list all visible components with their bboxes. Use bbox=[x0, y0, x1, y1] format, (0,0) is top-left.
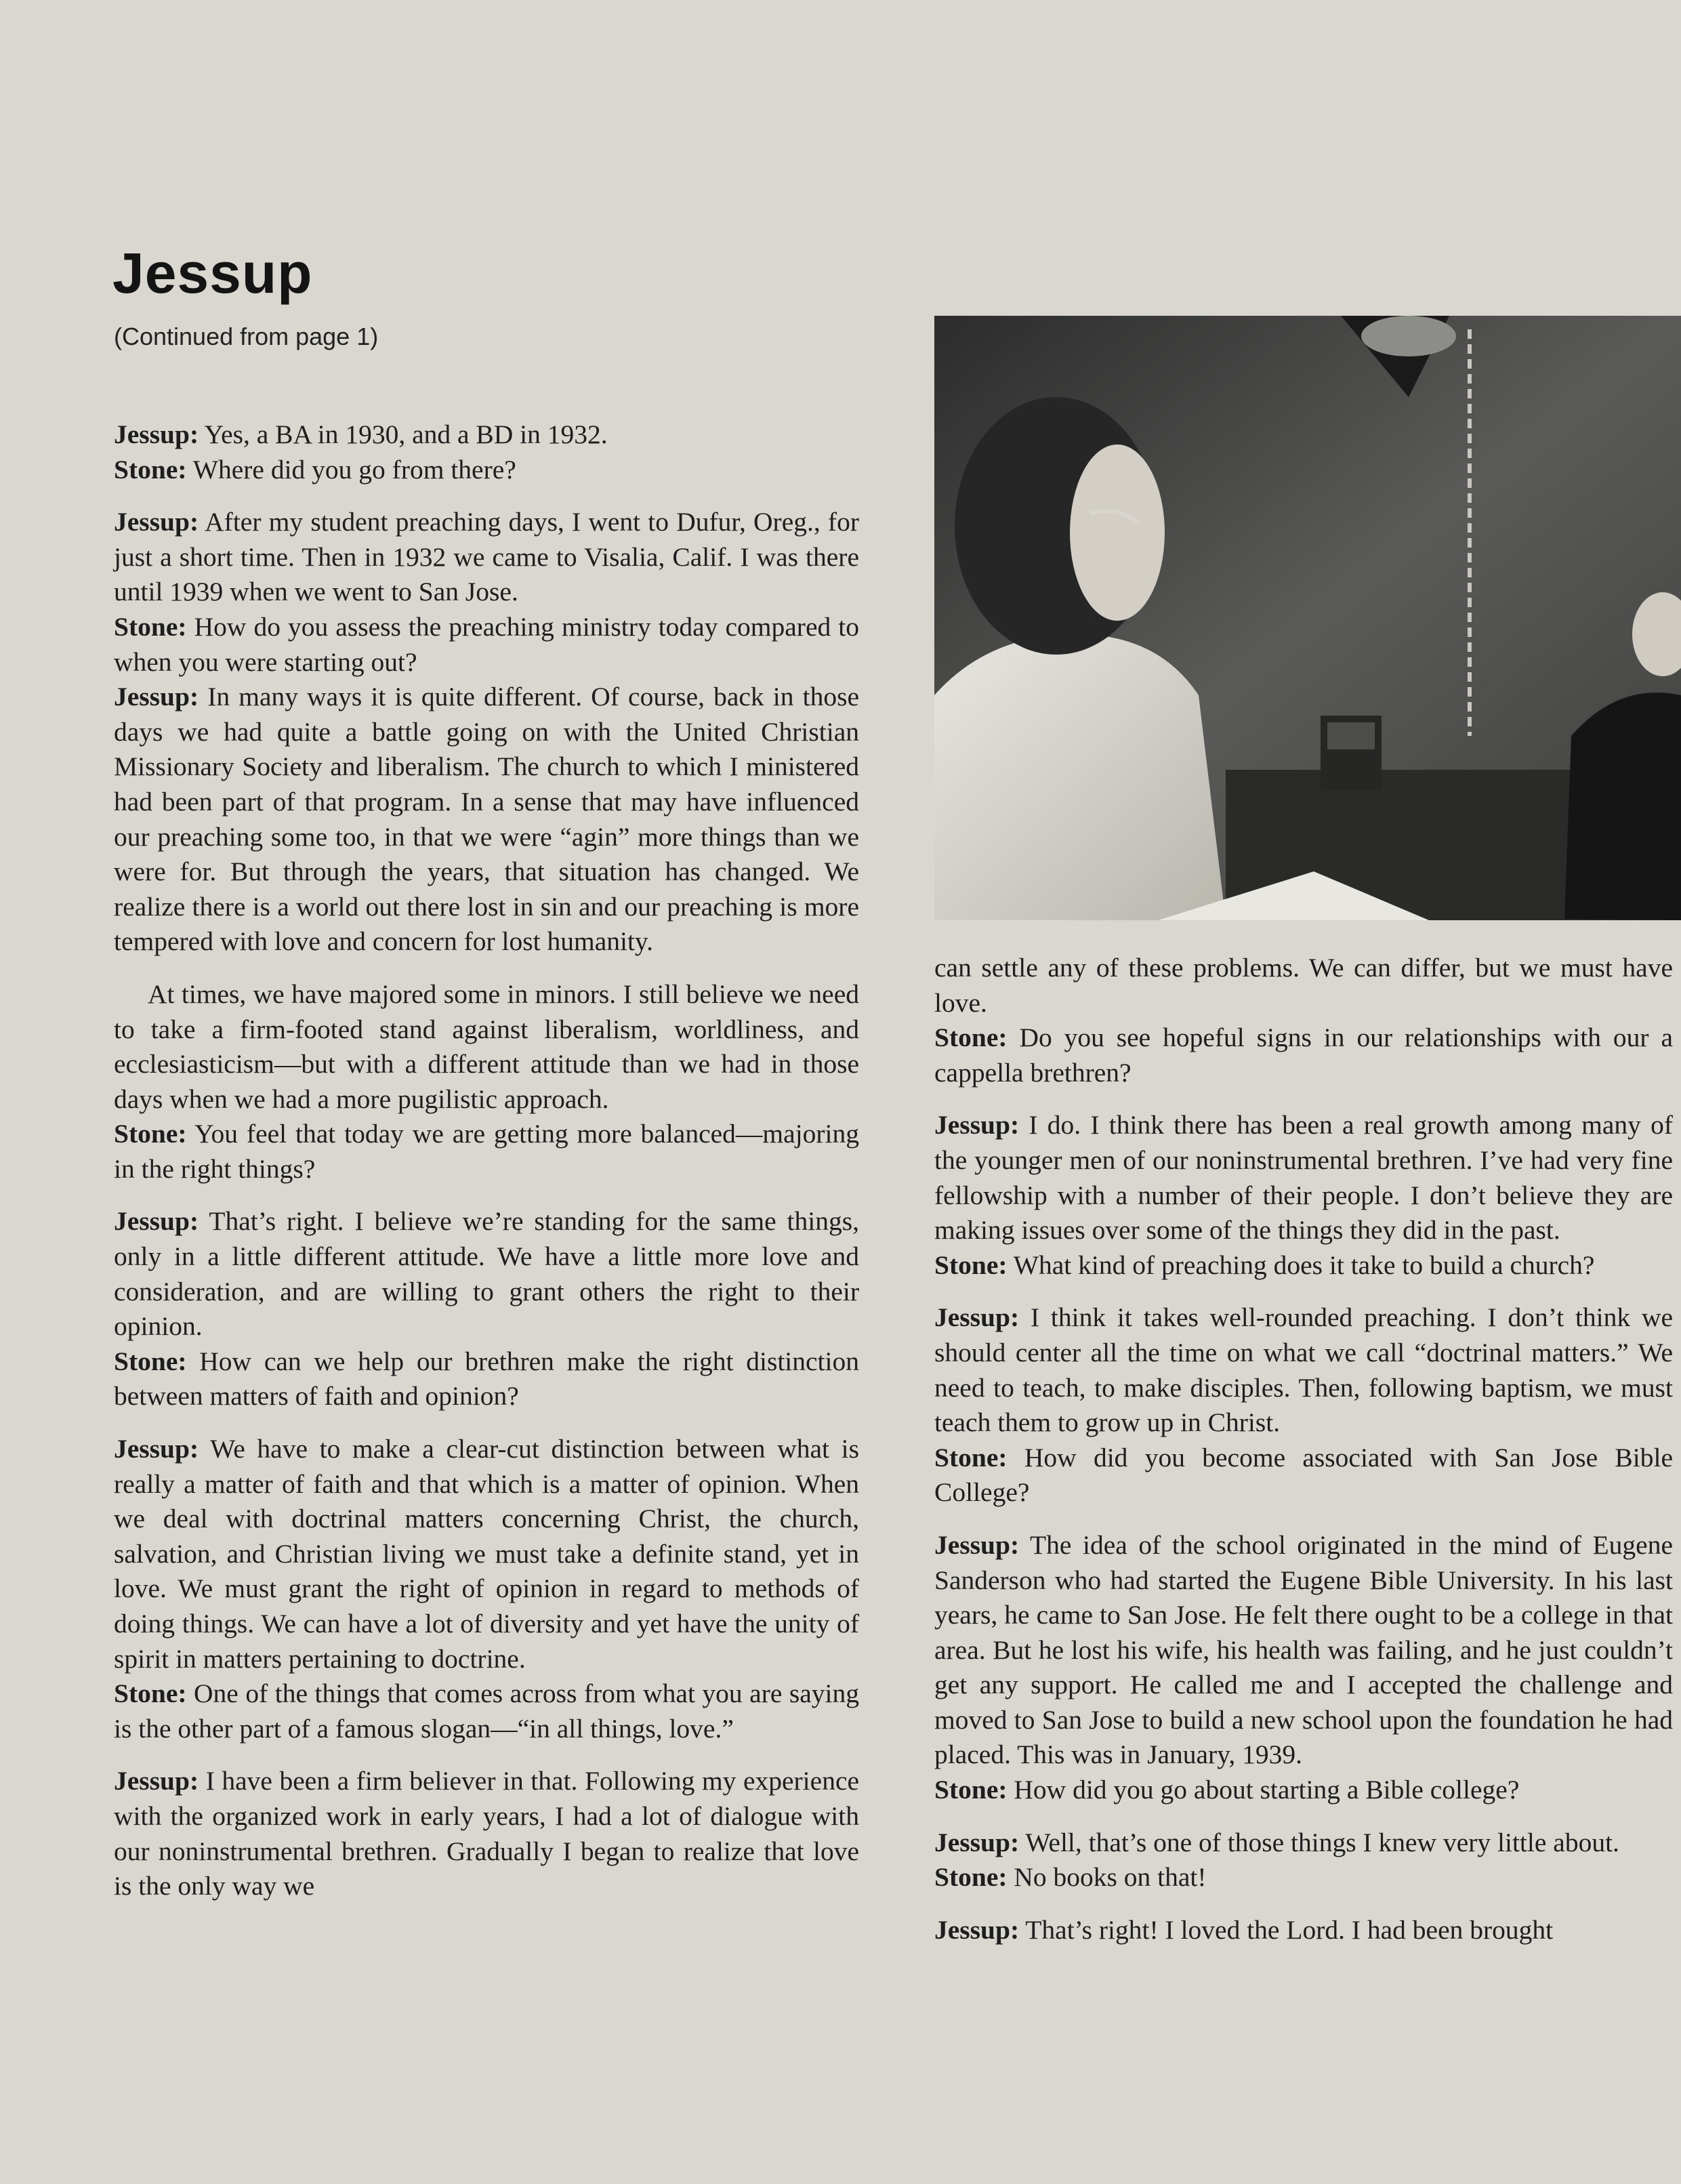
dialogue-text: I do. I think there has been a real growth among many of the younger men of our noninstrumental brethren. I’ve had very fine fellowship with a number of their people. I don’t believe they are making issues over some of the things they did in the past. bbox=[934, 1110, 1673, 1245]
interview-photo-illustration bbox=[934, 316, 1681, 920]
speaker-name: Stone: bbox=[114, 1346, 187, 1376]
dialogue-paragraph bbox=[114, 417, 859, 453]
dialogue-block bbox=[934, 1826, 1673, 1895]
speaker-name: Stone: bbox=[934, 1250, 1008, 1280]
dialogue-text: Well, that’s one of those things I knew very little about. bbox=[1025, 1827, 1619, 1857]
dialogue-paragraph bbox=[114, 977, 859, 1117]
dialogue-block bbox=[114, 1204, 859, 1414]
dialogue-text: How did you go about starting a Bible college? bbox=[1014, 1775, 1520, 1805]
speaker-name: Stone: bbox=[934, 1862, 1008, 1893]
speaker-name: Stone: bbox=[934, 1442, 1008, 1472]
speaker-name: Stone: bbox=[934, 1023, 1008, 1053]
dialogue-paragraph bbox=[934, 1108, 1673, 1248]
dialogue-text: How do you assess the preaching ministry today compared to when you were starting out? bbox=[114, 611, 860, 677]
dialogue-paragraph bbox=[114, 1344, 859, 1414]
dialogue-text: We have to make a clear-cut distinction between what is really a matter of faith and that which is a matter of opinion. When we deal with doctrinal matters concerning Christ, the church, salvation, and Christian living we must take a definite stand, yet in love. We must grant the right of opinion in regard to methods of doing things. We can have a lot of diversity and yet have the unity of spirit in matters pertaining to doctrine. bbox=[114, 1434, 859, 1674]
right-text-column bbox=[934, 951, 1673, 1965]
dialogue-text: I think it takes well-rounded preaching. I don’t think we should center all the time on what we call “doctrinal matters.” We need to teach, to make disciples. Then, following baptism, we must teach them to grow up in Christ. bbox=[934, 1302, 1674, 1438]
dialogue-text: No books on that! bbox=[1014, 1862, 1207, 1893]
dialogue-text: Where did you go from there? bbox=[192, 454, 516, 485]
dialogue-block bbox=[934, 1528, 1673, 1808]
dialogue-text: In many ways it is quite different. Of course, back in those days we had quite a battle going on with the United Christian Missionary Society and liberalism. The church to which I ministered had been part of that program. In a sense that may have influenced our preaching some too, in that we were “agin” more things than we were for. But through the years, that situation has changed. We realize there is a world out there lost in sin and our preaching is more tempered with love and concern for lost humanity. bbox=[114, 682, 859, 957]
dialogue-paragraph bbox=[934, 1441, 1673, 1510]
speaker-name: Jessup: bbox=[934, 1110, 1020, 1140]
speaker-name: Stone: bbox=[934, 1775, 1008, 1805]
dialogue-block bbox=[934, 1300, 1673, 1510]
dialogue-block bbox=[114, 1764, 859, 1903]
dialogue-paragraph bbox=[114, 505, 859, 610]
dialogue-paragraph bbox=[934, 1773, 1673, 1808]
dialogue-text: How did you become associated with San Jose Bible College? bbox=[934, 1442, 1674, 1508]
dialogue-block bbox=[114, 505, 859, 960]
dialogue-paragraph bbox=[114, 680, 859, 960]
speaker-name: Jessup: bbox=[934, 1914, 1020, 1945]
dialogue-block bbox=[934, 1108, 1673, 1283]
dialogue-text: Do you see hopeful signs in our relationships with our a cappella brethren? bbox=[934, 1023, 1673, 1088]
dialogue-text: I have been a firm believer in that. Following my experience with the organized work in early years, I had a lot of dialogue with our noninstrumental brethren. Gradually I began to realize that love is the only way we bbox=[114, 1766, 860, 1901]
dialogue-paragraph bbox=[114, 1117, 859, 1187]
speaker-name: Jessup: bbox=[114, 507, 199, 537]
dialogue-text: One of the things that comes across from what you are saying is the other part of a famous slogan—“in all things, love.” bbox=[114, 1678, 859, 1744]
dialogue-paragraph bbox=[934, 1021, 1673, 1090]
speaker-name: Jessup: bbox=[114, 1434, 199, 1464]
speaker-name: Jessup: bbox=[114, 682, 199, 712]
dialogue-text: That’s right. I believe we’re standing for the same things, only in a little different attitude. We have a little more love and consideration, and are willing to grant others the right to their opinion. bbox=[114, 1206, 860, 1342]
continued-note: (Continued from page 1) bbox=[114, 323, 379, 350]
speaker-name: Jessup: bbox=[934, 1302, 1020, 1333]
dialogue-block bbox=[114, 977, 859, 1187]
speaker-name: Jessup: bbox=[114, 1206, 199, 1237]
dialogue-paragraph bbox=[934, 951, 1673, 1021]
dialogue-block bbox=[114, 1432, 859, 1746]
dialogue-text: The idea of the school originated in the mind of Eugene Sanderson who had started the Eugene Bible University. In his last years, he came to San Jose. He felt there ought to be a college in that area. But he lost his wife, his health was failing, and he just couldn’t get any support. He called me and I accepted the challenge and moved to San Jose to build a new school upon the foundation he had placed. This was in January, 1939. bbox=[934, 1529, 1673, 1770]
speaker-name: Jessup: bbox=[934, 1827, 1020, 1857]
speaker-name: Stone: bbox=[114, 1678, 187, 1709]
interview-photo bbox=[934, 316, 1681, 920]
dialogue-block bbox=[934, 951, 1673, 1090]
dialogue-paragraph bbox=[114, 1204, 859, 1344]
dialogue-paragraph bbox=[934, 1913, 1673, 1948]
dialogue-paragraph bbox=[114, 453, 859, 488]
dialogue-paragraph bbox=[934, 1826, 1673, 1861]
dialogue-paragraph bbox=[114, 610, 859, 680]
dialogue-paragraph bbox=[114, 1764, 859, 1903]
dialogue-paragraph bbox=[934, 1248, 1673, 1283]
dialogue-text: What kind of preaching does it take to build a church? bbox=[1013, 1250, 1595, 1280]
article-title: Jessup bbox=[112, 241, 313, 305]
left-text-column bbox=[114, 417, 859, 1922]
dialogue-paragraph bbox=[934, 1528, 1673, 1773]
speaker-name: Jessup: bbox=[934, 1529, 1020, 1560]
dialogue-block bbox=[934, 1913, 1673, 1948]
dialogue-text: At times, we have majored some in minors. I still believe we need to take a firm-footed stand against liberalism, worldliness, and ecclesiasticism—but with a different attitude than we had in those days when we had a more pugilistic approach. bbox=[114, 978, 859, 1114]
dialogue-paragraph bbox=[114, 1432, 859, 1676]
speaker-name: Jessup: bbox=[114, 419, 199, 449]
dialogue-paragraph bbox=[934, 1300, 1673, 1440]
dialogue-text: You feel that today we are getting more balanced—majoring in the right things? bbox=[114, 1119, 859, 1184]
dialogue-text: can settle any of these problems. We can differ, but we must have love. bbox=[934, 953, 1673, 1018]
dialogue-text: That’s right! I loved the Lord. I had been brought bbox=[1025, 1914, 1554, 1945]
dialogue-paragraph bbox=[934, 1860, 1673, 1895]
dialogue-text: Yes, a BA in 1930, and a BD in 1932. bbox=[204, 419, 608, 449]
dialogue-block bbox=[114, 417, 859, 487]
dialogue-paragraph bbox=[114, 1676, 859, 1746]
dialogue-text: How can we help our brethren make the right distinction between matters of faith and opinion? bbox=[114, 1346, 860, 1412]
speaker-name: Jessup: bbox=[114, 1766, 199, 1796]
dialogue-text: After my student preaching days, I went to Dufur, Oreg., for just a short time. Then in 1932 we came to Visalia, Calif. I was there until 1939 when we went to San Jose. bbox=[114, 507, 859, 607]
speaker-name: Stone: bbox=[114, 1119, 187, 1149]
speaker-name: Stone: bbox=[114, 611, 187, 642]
speaker-name: Stone: bbox=[114, 454, 187, 485]
